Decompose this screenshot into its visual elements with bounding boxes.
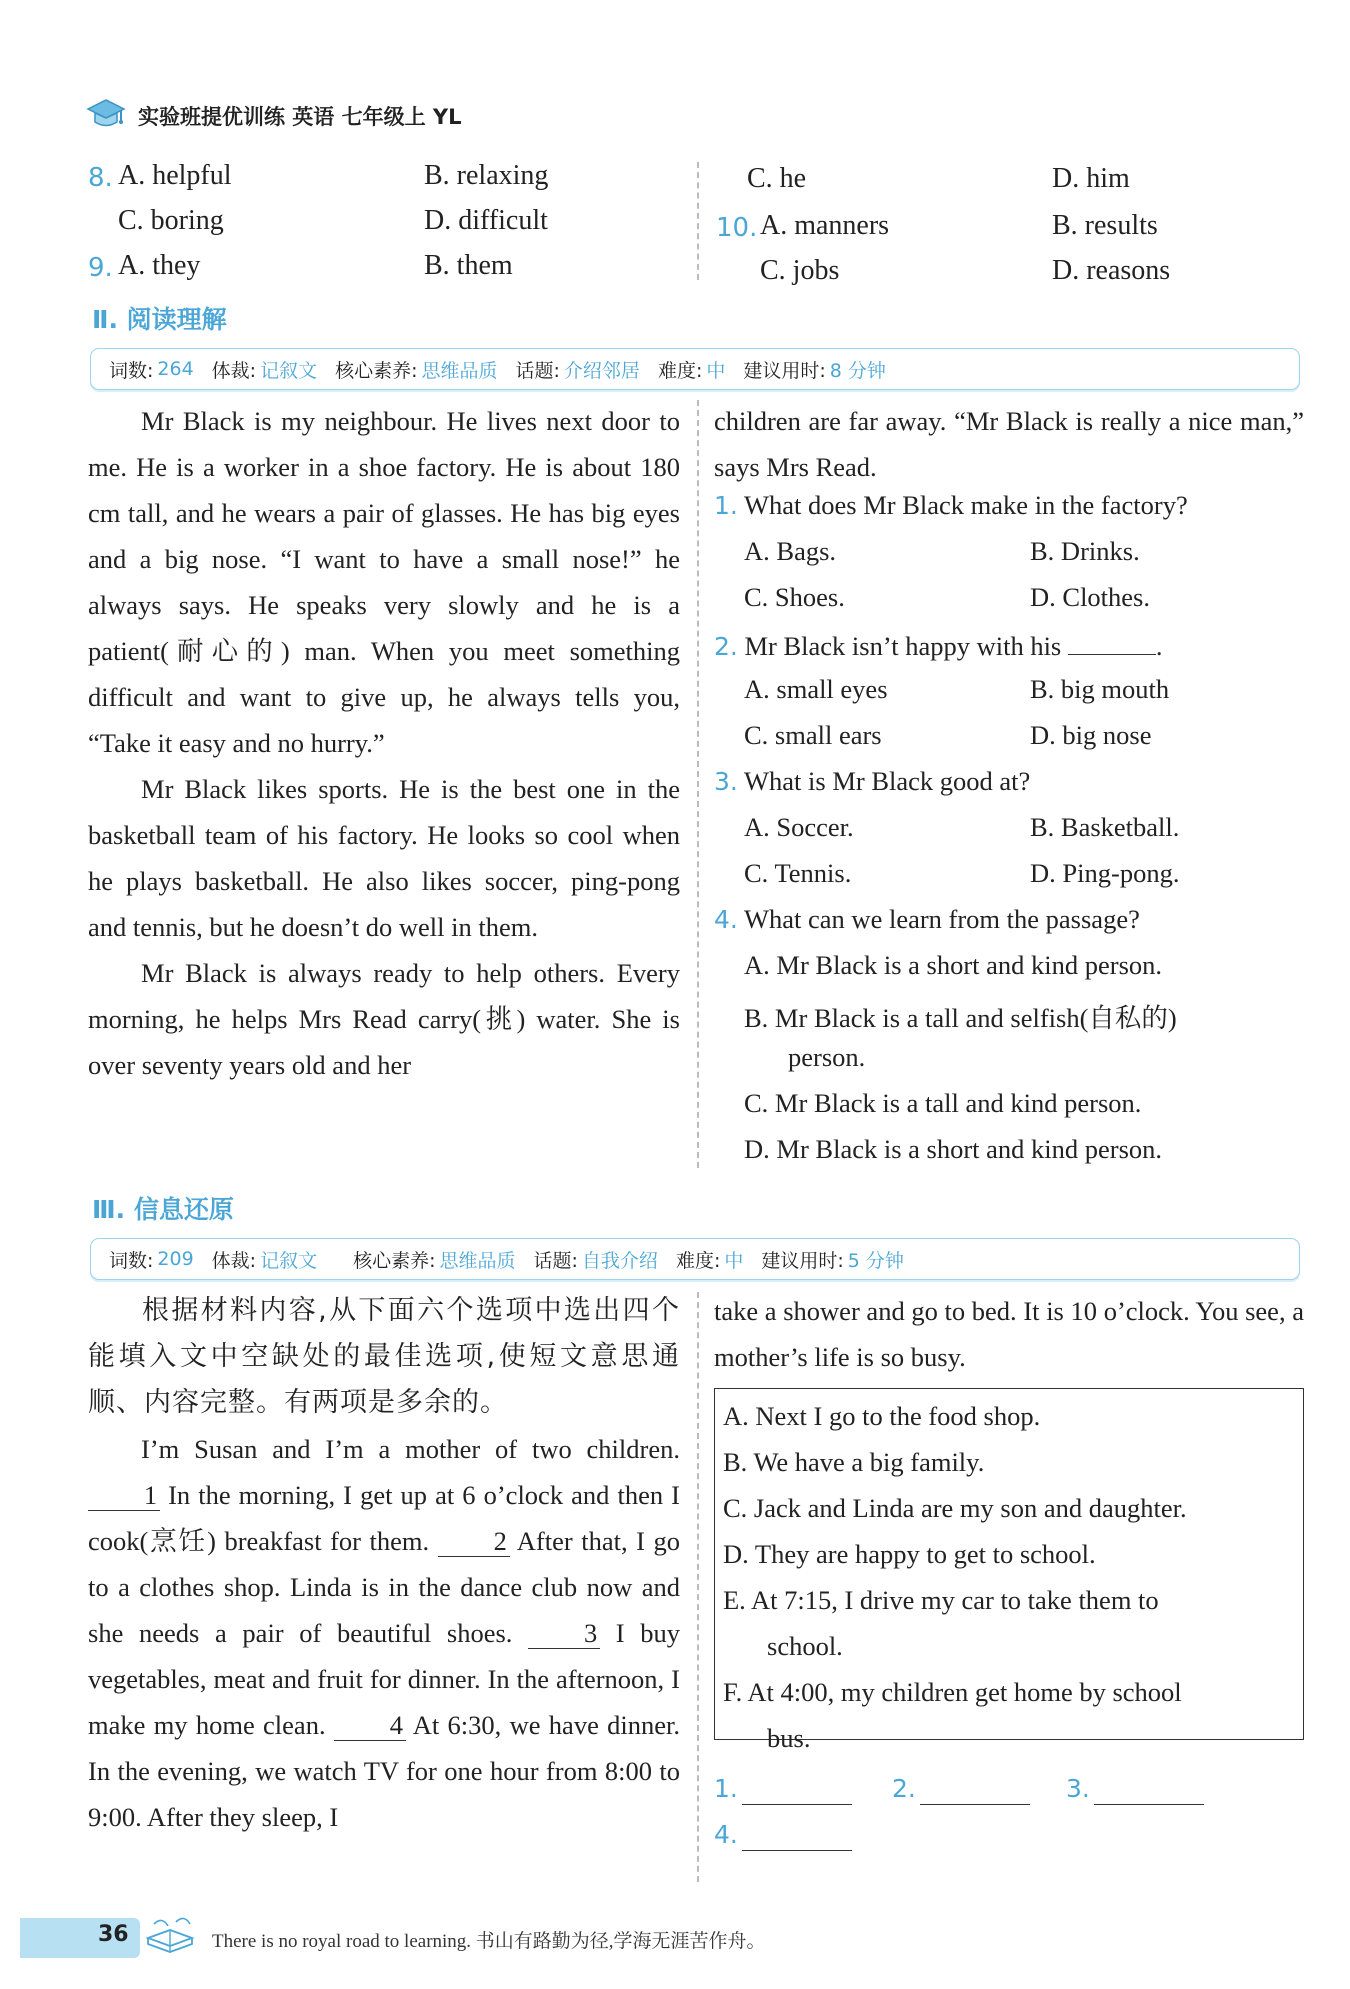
column-divider: [697, 1292, 699, 1882]
info-key: 话题:: [515, 359, 560, 382]
option-b: B. results: [1052, 210, 1158, 241]
info-key: 核心素养:: [335, 359, 418, 382]
passage-paragraph: [88, 1426, 680, 1840]
sentence: I buy vegetables, meat and fruit for dinner. In the afternoon, I make my home clean.: [88, 1618, 681, 1740]
option-item: A. Next I go to the food shop.: [723, 1401, 1041, 1431]
book-icon: [142, 1912, 198, 1963]
question-stem: What can we learn from the passage?: [744, 904, 1140, 934]
info-key: 词数:: [109, 1249, 154, 1272]
info-value: 思维品质: [439, 1249, 516, 1272]
footer-motto: There is no royal road to learning. 书山有路勤为径,学海无涯苦作舟。: [212, 1931, 766, 1952]
answer-blank[interactable]: [1068, 628, 1156, 655]
question-number: 1.: [714, 491, 738, 520]
option-c: C. small ears: [744, 720, 882, 750]
info-key: 难度:: [675, 1249, 721, 1272]
question-number: 2.: [714, 632, 738, 661]
option-item-cont: bus.: [767, 1723, 811, 1753]
question: [714, 628, 1163, 662]
option-b: B. big mouth: [1030, 674, 1170, 704]
question-number: 4.: [714, 905, 738, 934]
answer-label: 4.: [714, 1820, 738, 1849]
option-c: C. Tennis.: [744, 858, 852, 888]
option-d: D. difficult: [424, 205, 548, 236]
info-value: 自我介绍: [581, 1249, 658, 1272]
passage-paragraph: Mr Black is always ready to help others. Every morning, he helps Mrs Read carry(挑) water. She is over seventy years old and her: [88, 958, 680, 1080]
question-number: 9.: [88, 253, 113, 283]
option-item: F. At 4:00, my children get home by school: [723, 1677, 1182, 1707]
option-b: B. them: [424, 250, 513, 281]
option-d: D. reasons: [1052, 255, 1171, 286]
question-stem-end: .: [1155, 631, 1163, 661]
question-stem: Mr Black isn’t happy with his: [744, 631, 1062, 661]
info-value: 中: [724, 1249, 744, 1272]
passage-continuation: take a shower and go to bed. It is 10 o’clock. You see, a mother’s life is so busy.: [714, 1296, 1304, 1372]
info-value: 264: [157, 358, 194, 380]
option-item: D. They are happy to get to school.: [723, 1539, 1096, 1569]
question-stem: What is Mr Black good at?: [744, 766, 1031, 796]
option-a: A. Mr Black is a short and kind person.: [744, 950, 1163, 980]
question: [714, 490, 1188, 521]
info-bar: [90, 348, 1300, 390]
question-number: 8.: [88, 163, 113, 193]
gap-3[interactable]: 3: [528, 1618, 600, 1649]
info-value: 记叙文: [260, 359, 318, 382]
info-key: 体裁:: [211, 359, 257, 382]
info-bar: [90, 1238, 1300, 1280]
info-key: 词数:: [109, 359, 154, 382]
info-value: 思维品质: [421, 359, 498, 382]
info-key: 建议用时:: [761, 1249, 844, 1272]
option-a: A. they: [118, 250, 201, 281]
answer-blank[interactable]: [742, 1822, 852, 1851]
info-value: 中: [706, 359, 726, 382]
option-a: A. Soccer.: [744, 812, 854, 842]
question-number: 3.: [714, 767, 738, 796]
option-item: B. We have a big family.: [723, 1447, 985, 1477]
option-a: A. helpful: [118, 160, 232, 191]
option-c: C. Mr Black is a tall and kind person.: [744, 1088, 1142, 1118]
option-item: C. Jack and Linda are my son and daughter.: [723, 1493, 1187, 1523]
option-c: C. he: [747, 163, 807, 194]
options-box: [714, 1388, 1304, 1753]
option-d: D. Clothes.: [1030, 582, 1150, 612]
option-b: B. Drinks.: [1030, 536, 1140, 566]
question-stem: What does Mr Black make in the factory?: [744, 490, 1188, 520]
option-c: C. boring: [118, 205, 224, 236]
instruction: 根据材料内容,从下面六个选项中选出四个能填入文中空缺处的最佳选项,使短文意思通顺、内容完整。有两项是多余的。: [88, 1295, 680, 1418]
option-d: D. him: [1052, 163, 1130, 194]
option-a: A. manners: [760, 210, 890, 241]
option-b: B. Basketball.: [1030, 812, 1180, 842]
question: [714, 904, 1140, 935]
info-key: 核心素养:: [353, 1249, 436, 1272]
sentence: At 6:30, we have dinner. In the evening, we watch TV for one hour from 8:00 to 9:00. After they sleep, I: [88, 1710, 681, 1832]
option-b: B. Mr Black is a tall and selfish(自私的): [744, 1003, 1177, 1033]
info-key: 建议用时:: [743, 359, 826, 382]
info-value: 5 分钟: [847, 1249, 904, 1272]
info-value: 8 分钟: [829, 359, 886, 382]
sentence: In the morning, I get up at 6 o’clock and then I cook(烹饪) breakfast for them.: [88, 1480, 681, 1556]
answer-label: 3.: [1066, 1774, 1090, 1803]
answer-blank[interactable]: [742, 1776, 852, 1805]
gap-4[interactable]: 4: [334, 1710, 406, 1741]
info-value: 介绍邻居: [563, 359, 640, 382]
section-title: Ⅱ. 阅读理解: [92, 305, 227, 334]
question: [714, 766, 1030, 797]
column-divider: [697, 162, 699, 280]
passage-continuation: children are far away. “Mr Black is really a nice man,” says Mrs Read.: [714, 406, 1304, 482]
reading-passage: [88, 398, 680, 1088]
column-divider: [697, 400, 699, 1168]
option-c: C. Shoes.: [744, 582, 845, 612]
passage-paragraph: Mr Black likes sports. He is the best one in the basketball team of his factory. He looks so cool when he plays basketball. He also likes soccer, ping-pong and tennis, but he doesn’t do well in them.: [88, 774, 680, 942]
option-a: A. small eyes: [744, 674, 888, 704]
option-b: B. relaxing: [424, 160, 549, 191]
gap-1[interactable]: 1: [88, 1480, 160, 1511]
graduation-cap-icon: [86, 97, 126, 136]
sentence: After that, I go to a clothes shop. Linda is in the dance club now and she needs a pair of beautiful shoes.: [88, 1526, 680, 1648]
answer-label: 2.: [892, 1774, 916, 1803]
option-d: D. big nose: [1030, 720, 1152, 750]
page-number: 36: [98, 1922, 129, 1947]
header-title: 实验班提优训练 英语 七年级上 YL: [138, 105, 462, 129]
section-title: Ⅲ. 信息还原: [92, 1195, 234, 1224]
answer-label: 1.: [714, 1774, 738, 1803]
page-header: [86, 96, 462, 136]
option-item-cont: school.: [767, 1631, 843, 1661]
option-item: E. At 7:15, I drive my car to take them to: [723, 1585, 1159, 1615]
info-passage: [88, 1288, 680, 1840]
info-value: 209: [157, 1248, 194, 1270]
option-d: D. Ping-pong.: [1030, 858, 1180, 888]
answer-blank[interactable]: [920, 1776, 1030, 1805]
answer-blank[interactable]: [1094, 1776, 1204, 1805]
option-c: C. jobs: [760, 255, 840, 286]
question-number: 10.: [716, 213, 758, 243]
info-key: 体裁:: [211, 1249, 257, 1272]
option-a: A. Bags.: [744, 536, 837, 566]
option-b-cont: person.: [788, 1042, 866, 1072]
option-d: D. Mr Black is a short and kind person.: [744, 1134, 1163, 1164]
passage-paragraph: Mr Black is my neighbour. He lives next door to me. He is a worker in a shoe factory. He is about 180 cm tall, and he wears a pair of glasses. He has big eyes and a big nose. “I want to have a small nose!” he always says. He speaks very slowly and he is a patient(耐心的) man. When you meet something difficult and want to give up, he always tells you, “Take it easy and no hurry.”: [88, 406, 680, 758]
info-value: 记叙文: [260, 1249, 318, 1272]
info-key: 话题:: [533, 1249, 578, 1272]
info-key: 难度:: [657, 359, 703, 382]
sentence: I’m Susan and I’m a mother of two children.: [141, 1434, 680, 1464]
gap-2[interactable]: 2: [438, 1526, 510, 1557]
